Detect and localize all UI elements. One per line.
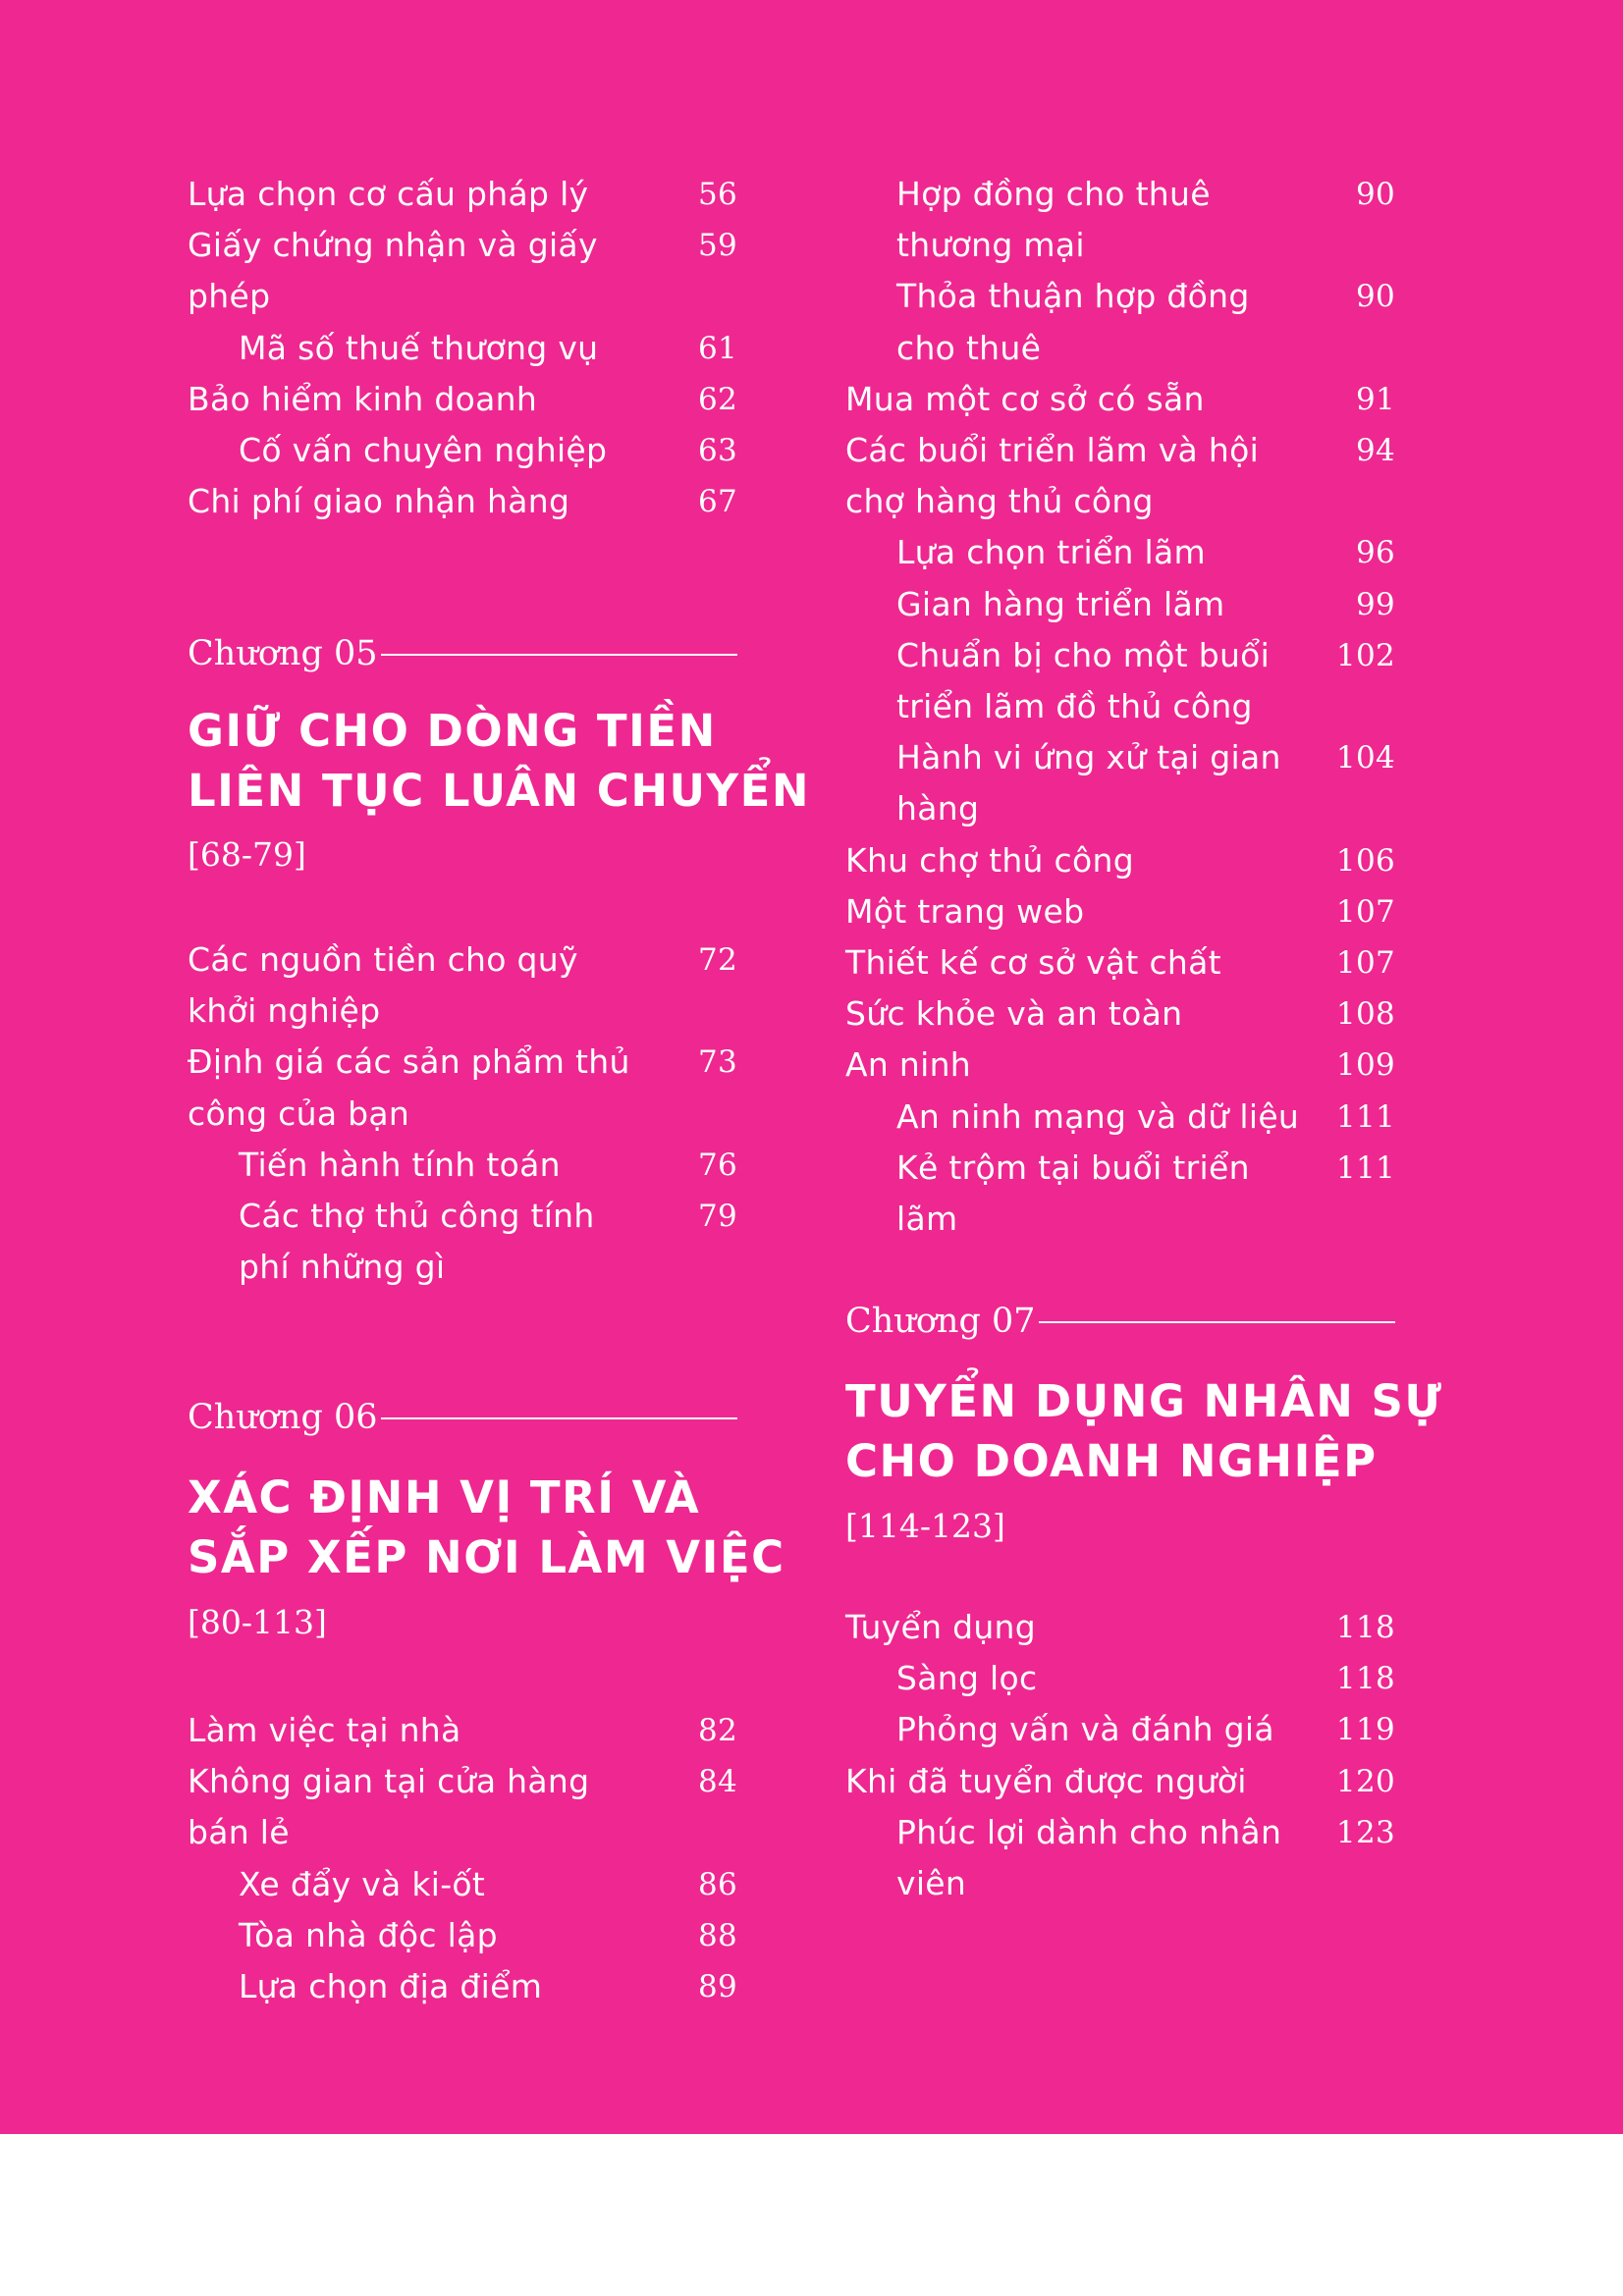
toc-entry-title: Các nguồn tiền cho quỹ khởi nghiệp <box>188 940 578 1031</box>
toc-entry-page: 86 <box>697 1866 737 1902</box>
toc-entry <box>845 374 1395 425</box>
toc-entry <box>188 476 737 527</box>
toc-subentry <box>845 169 1395 271</box>
toc-entry-page: 107 <box>1335 893 1395 930</box>
toc-entry-title: Hợp đồng cho thuê thương mại <box>896 175 1211 265</box>
toc-entry-page: 108 <box>1335 996 1395 1033</box>
toc-list-chapter-05 <box>188 934 737 1293</box>
chapter-label: Chương 05 <box>188 634 378 673</box>
toc-entry-title: Hành vi ứng xử tại gian hàng <box>896 738 1281 828</box>
chapter-rule <box>381 1417 737 1419</box>
toc-entry <box>188 220 737 322</box>
toc-entry <box>845 937 1395 988</box>
toc-list-continued <box>845 169 1395 1245</box>
toc-entry-page: 111 <box>1335 1098 1395 1135</box>
toc-subentry <box>188 425 737 476</box>
toc-entry-page: 109 <box>1335 1047 1395 1084</box>
toc-entry-title: Tòa nhà độc lập <box>239 1915 498 1954</box>
toc-entry <box>845 1040 1395 1091</box>
toc-entry-page: 62 <box>697 381 737 417</box>
toc-subentry <box>188 1191 737 1293</box>
toc-entry-page: 90 <box>1355 279 1395 315</box>
toc-entry-title: Khu chợ thủ công <box>845 840 1134 880</box>
toc-entry-title: An ninh mạng và dữ liệu <box>896 1096 1300 1136</box>
toc-entry-title: Thiết kế cơ sở vật chất <box>845 943 1221 983</box>
toc-entry-page: 63 <box>697 433 737 469</box>
toc-entry-title: Không gian tại cửa hàng bán lẻ <box>188 1762 590 1852</box>
chapter-06-header <box>188 1388 737 1447</box>
toc-subentry <box>188 1910 737 1961</box>
toc-entry-title: Bảo hiểm kinh doanh <box>188 379 538 418</box>
toc-list-chapter-06 <box>188 1705 737 2012</box>
chapter-page-range: [80-113] <box>188 1603 327 1641</box>
toc-entry <box>845 835 1395 886</box>
toc-entry-title: Xe đẩy và ki-ốt <box>239 1864 486 1903</box>
toc-subentry <box>845 271 1395 373</box>
toc-subentry <box>188 1859 737 1910</box>
chapter-page-range: [68-79] <box>188 835 306 874</box>
toc-entry-page: 90 <box>1355 177 1395 212</box>
toc-subentry <box>188 323 737 374</box>
toc-entry <box>188 934 737 1037</box>
chapter-07-header <box>845 1292 1395 1351</box>
toc-entry-page: 61 <box>697 330 737 366</box>
toc-entry-title: Mua một cơ sở có sẵn <box>845 379 1205 418</box>
toc-entry-title: Các buổi triển lãm và hội chợ hàng thủ công <box>845 431 1260 521</box>
toc-entry-page: 118 <box>1335 1610 1395 1645</box>
toc-subentry <box>845 1653 1395 1704</box>
chapter-title-line: TUYỂN DỤNG NHÂN SỰ <box>845 1375 1443 1427</box>
toc-subentry <box>845 630 1395 732</box>
toc-entry <box>845 988 1395 1040</box>
toc-entry-page: 107 <box>1335 945 1395 982</box>
toc-entry-title: Khi đã tuyển được người <box>845 1761 1247 1800</box>
toc-subentry <box>845 1092 1395 1143</box>
toc-entry-page: 82 <box>697 1713 737 1748</box>
toc-entry-title: Sức khỏe và an toàn <box>845 994 1183 1034</box>
toc-entry-page: 76 <box>697 1147 737 1183</box>
chapter-title-line: CHO DOANH NGHIỆP <box>845 1435 1378 1487</box>
toc-entry-page: 89 <box>697 1969 737 2005</box>
chapter-title <box>188 1468 785 1587</box>
toc-entry <box>188 1705 737 1756</box>
chapter-title-line: XÁC ĐỊNH VỊ TRÍ VÀ <box>188 1471 701 1523</box>
toc-entry <box>845 1602 1395 1653</box>
toc-entry-title: Lựa chọn triển lãm <box>896 533 1206 572</box>
toc-entry-title: Kẻ trộm tại buổi triển lãm <box>896 1148 1250 1239</box>
toc-entry-page: 118 <box>1335 1661 1395 1697</box>
toc-entry <box>845 886 1395 937</box>
chapter-label: Chương 06 <box>188 1398 378 1437</box>
chapter-05-header <box>188 624 737 683</box>
toc-entry-title: Chi phí giao nhận hàng <box>188 482 570 521</box>
toc-entry <box>188 1037 737 1139</box>
toc-entry-title: Cố vấn chuyên nghiệp <box>239 431 608 470</box>
toc-entry-page: 119 <box>1335 1712 1395 1748</box>
chapter-title-line: SẮP XẾP NƠI LÀM VIỆC <box>188 1531 785 1583</box>
toc-entry-page: 84 <box>697 1764 737 1800</box>
toc-entry-page: 67 <box>697 484 737 520</box>
toc-list-continued <box>188 169 737 527</box>
toc-subentry <box>845 579 1395 630</box>
toc-subentry <box>845 1807 1395 1909</box>
toc-entry-page: 91 <box>1355 381 1395 417</box>
toc-subentry <box>845 527 1395 578</box>
toc-entry-title: Lựa chọn địa điểm <box>239 1967 543 2006</box>
toc-subentry <box>845 732 1395 834</box>
chapter-rule <box>381 654 737 656</box>
toc-entry-page: 59 <box>697 228 737 264</box>
toc-subentry <box>845 1704 1395 1755</box>
toc-entry-page: 106 <box>1335 842 1395 879</box>
toc-entry-page: 56 <box>697 177 737 212</box>
toc-entry-page: 123 <box>1335 1814 1395 1850</box>
toc-entry-title: Tuyển dụng <box>845 1608 1037 1646</box>
toc-entry-title: Tiến hành tính toán <box>239 1145 561 1184</box>
toc-entry-page: 111 <box>1335 1149 1395 1186</box>
toc-entry-page: 120 <box>1335 1763 1395 1799</box>
toc-entry-page: 88 <box>697 1917 737 1953</box>
toc-entry-page: 102 <box>1335 637 1395 673</box>
toc-entry-title: Làm việc tại nhà <box>188 1711 461 1749</box>
toc-entry-title: Lựa chọn cơ cấu pháp lý <box>188 175 589 213</box>
toc-entry-title: Các thợ thủ công tính phí những gì <box>239 1197 595 1287</box>
toc-subentry <box>845 1143 1395 1245</box>
chapter-page-range: [114-123] <box>845 1507 1005 1545</box>
chapter-title-line: GIỮ CHO DÒNG TIỀN <box>188 705 717 757</box>
chapter-title <box>845 1371 1443 1491</box>
toc-subentry <box>188 1961 737 2012</box>
toc-subentry <box>188 1140 737 1191</box>
toc-entry-title: Chuẩn bị cho một buổi triển lãm đồ thủ công <box>896 635 1271 726</box>
chapter-label: Chương 07 <box>845 1302 1036 1341</box>
toc-entry <box>188 169 737 220</box>
toc-entry-title: Một trang web <box>845 891 1085 931</box>
toc-entry-page: 94 <box>1355 433 1395 469</box>
toc-entry <box>188 374 737 425</box>
toc-entry-title: Phúc lợi dành cho nhân viên <box>896 1812 1282 1903</box>
toc-entry-title: Phỏng vấn và đánh giá <box>896 1710 1274 1749</box>
toc-entry-page: 104 <box>1335 740 1395 776</box>
toc-entry-page: 73 <box>697 1044 737 1081</box>
toc-entry-page: 99 <box>1355 586 1395 622</box>
toc-entry <box>845 1756 1395 1807</box>
toc-list-chapter-07 <box>845 1602 1395 1909</box>
toc-entry-page: 79 <box>697 1199 737 1235</box>
chapter-title <box>188 701 811 821</box>
chapter-title-line: LIÊN TỤC LUÂN CHUYỂN <box>188 765 811 817</box>
toc-entry <box>188 1756 737 1858</box>
toc-entry-title: Mã số thuế thương vụ <box>239 328 599 367</box>
toc-entry-page: 96 <box>1355 535 1395 571</box>
toc-entry-title: Gian hàng triển lãm <box>896 584 1225 623</box>
chapter-rule <box>1039 1321 1395 1323</box>
toc-entry-title: Sàng lọc <box>896 1659 1038 1698</box>
toc-entry-title: Thỏa thuận hợp đồng cho thuê <box>896 277 1250 367</box>
toc-entry <box>845 425 1395 527</box>
toc-entry-title: An ninh <box>845 1045 971 1085</box>
toc-entry-page: 72 <box>697 942 737 978</box>
toc-entry-title: Giấy chứng nhận và giấy phép <box>188 226 598 316</box>
toc-entry-title: Định giá các sản phẩm thủ công của bạn <box>188 1042 630 1133</box>
